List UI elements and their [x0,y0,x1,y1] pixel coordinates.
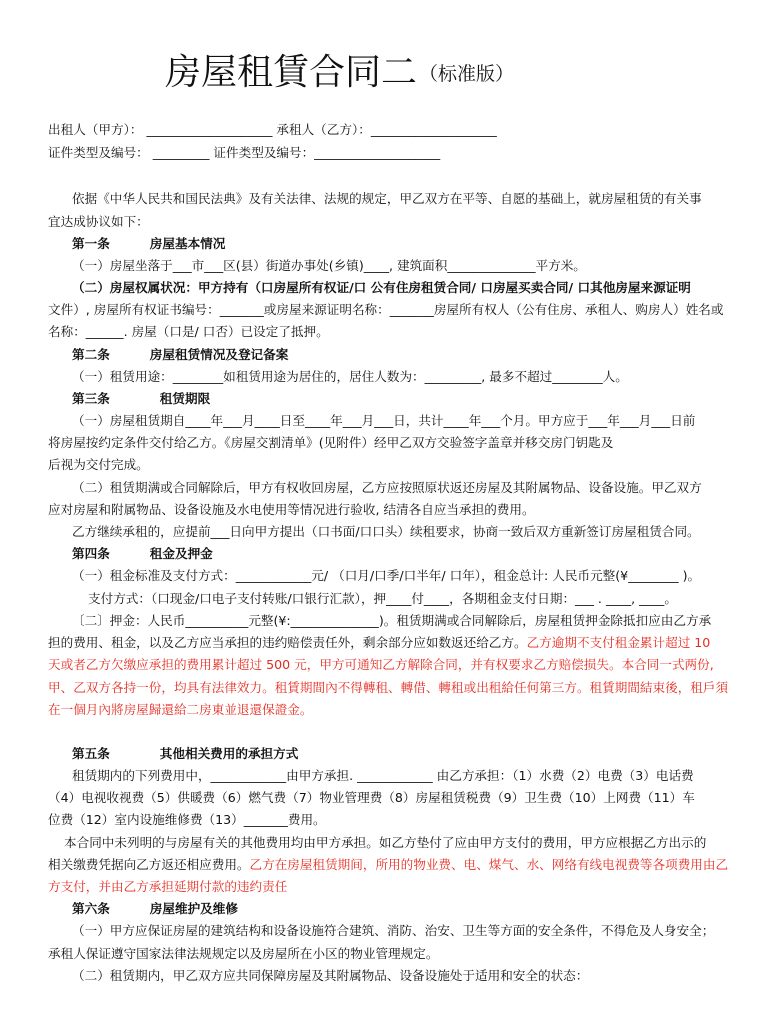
article-5-number: 第五条 [72,746,110,761]
preamble-line-2: 宜达成协议如下： [48,214,149,229]
article-4-number: 第四条 [72,546,110,561]
clause-4-1: （一）租金标准及支付方式：____________元/ （口月/口季/口半年/ 口年），租金总计: 人民币元整(¥________ )。 [72,568,701,583]
clause-3-2-line-2: 应对房屋和附属物品、设备设施及水电使用等情况进行验收, 结清各自应当承担的费用。 [48,502,535,517]
clause-4-2-line-1: 〔二〕押金：人民币__________元整(¥:______________)。租赁期满或合同解除后，房屋租赁押金除抵扣应由乙方承 [72,613,712,628]
clause-1-2-line-1: （二）房屋权属状况：甲方持有（口房屋所有权证/口 公有住房租赁合同/ 口房屋买卖合同/ 口其他房屋来源证明 [72,280,691,295]
clause-4-2-red-line-3: 甲、乙双方各持一份，均具有法律效力。租賃期間內不得轉租、轉借、轉租或出租給任何第三方。租賃期間結束後，租戶須 [48,680,729,695]
article-2-name: 房屋租赁情况及登记备案 [149,347,289,362]
id-number-line: 证件类型及编号： _________ 证件类型及编号：____________________ [48,145,441,160]
clause-3-2-line-1: （二）租赁期满或合同解除后，甲方有权收回房屋，乙方应按照原状返还房屋及其附属物品、设备设施。甲乙双方 [72,480,702,495]
lessor-lessee-line: 出租人（甲方）： ____________________ 承租人（乙方）：____________________ [48,122,497,137]
clause-5-other-line-1: 本合同中未列明的与房屋有关的其他费用均由甲方承担。如乙方垫付了应由甲方支付的费用，甲方应根据乙方出示的 [64,835,707,850]
article-3-heading [48,387,747,411]
article-3-name: 租赁期限 [159,391,211,406]
clause-5-fees-line-2: （4）电视收视费（5）供暖费（6）燃气费（7）物业管理费（8）房屋租赁税费（9）卫生费（10）上网费（11）车 [48,790,695,805]
article-5-name: 其他相关费用的承担方式 [159,746,299,761]
clause-4-2-red-line-2: 天或者乙方欠缴应承担的费用累计超过 500 元，甲方可通知乙方解除合同，并有权要求乙方赔偿损失。本合同一式两份, [48,657,714,672]
title-edition: （标准版） [419,63,515,85]
clause-2-1: （一）租赁用途：________如租赁用途为居住的，居住人数为：_________, 最多不超过________人。 [72,369,628,384]
article-6-heading [48,897,747,921]
clause-5-other-text: 相关缴费凭据向乙方返还相应费用。 [48,857,250,872]
article-6-name: 房屋维护及维修 [149,901,238,916]
article-1-heading [48,232,747,256]
clause-3-1-line-3: 后视为交付完成。 [48,457,149,472]
article-3-number: 第三条 [72,391,110,406]
clause-5-red-start: 乙方在房屋租赁期间，所用的物业费、电、煤气、水、网络有线电视费等各项费用由乙 [249,857,729,872]
article-1-number: 第一条 [72,236,110,251]
clause-1-1: （一）房屋坐落于___市___区(县）街道办事处(乡镇)____, 建筑面积______________平方米。 [72,258,586,273]
preamble-line-1: 依据《中华人民共和国民法典》及有关法律、法规的规定，甲乙双方在平等、自愿的基础上，就房屋租赁的有关事 [72,191,702,206]
clause-1-2-line-2: 文件）, 房屋所有权证书编号：_______或房屋来源证明名称：_______房屋所有权人（公有住房、承租人、购房人）姓名或 [48,302,724,317]
clause-3-renewal: 乙方继续承租的，应提前___日向甲方提出（口书面/口口头）续租要求，协商一致后双方重新签订房屋租赁合同。 [72,524,700,539]
article-2-number: 第二条 [72,347,110,362]
article-2-heading [48,343,747,367]
clause-4-payment-method: 支付方式：（口现金/口电子支付转账/口银行汇款），押____付____，各期租金支付日期：___ . ____, ____。 [88,591,677,606]
article-4-name: 租金及押金 [149,546,213,561]
clause-5-other-line-2 [48,853,729,877]
document-title [165,50,514,97]
clause-6-2-line-1: （二）租赁期内，甲乙双方应共同保障房屋及其附属物品、设备设施处于适用和安全的状态： [72,968,589,983]
clause-5-fees-line-1: 租赁期内的下列费用中，____________由甲方承担. ____________ 由乙方承担：（1）水费（2）电费（3）电话费 [72,768,694,783]
clause-4-2-red-line-4: 在一個月內將房屋歸還給二房東並退還保證金。 [48,702,313,717]
clause-4-2-red-start: 乙方逾期不支付租金累计超过 10 [526,635,711,650]
article-1-name: 房屋基本情况 [149,236,226,251]
clause-1-2-line-3: 名称：______. 房屋（口是/ 口否）已设定了抵押。 [48,324,329,339]
clause-5-fees-line-3: 位费（12）室内设施维修费（13）_______费用。 [48,812,326,827]
clause-5-red-line-2: 方支付，并由乙方承担延期付款的违约责任 [48,879,288,894]
clause-3-1-line-2: 将房屋按约定条件交付给乙方。《房屋交割清单》(见附件）经甲乙双方交验签字盖章并移交房门钥匙及 [48,435,614,450]
clause-4-2-line-2 [48,631,723,655]
article-5-heading [48,742,747,766]
clause-3-1-line-1: （一）房屋租赁期自____年___月____日至____年___月___日，共计____年___个月。甲方应于___年___月___日前 [72,413,696,428]
clause-6-1-line-2: 承租人保证遵守国家法律法规规定以及房屋所在小区的物业管理规定。 [48,946,439,961]
clause-6-1-line-1: （一）甲方应保证房屋的建筑结构和设备设施符合建筑、消防、治安、卫生等方面的安全条件，不得危及人身安全； [72,923,715,938]
clause-4-2-text: 担的费用、租金，以及乙方应当承担的违约赔偿责任外，剩余部分应如数返还给乙方。 [48,635,527,650]
title-text: 房屋租賃合同二 [165,52,418,93]
article-6-number: 第六条 [72,901,110,916]
article-4-heading [48,542,747,566]
